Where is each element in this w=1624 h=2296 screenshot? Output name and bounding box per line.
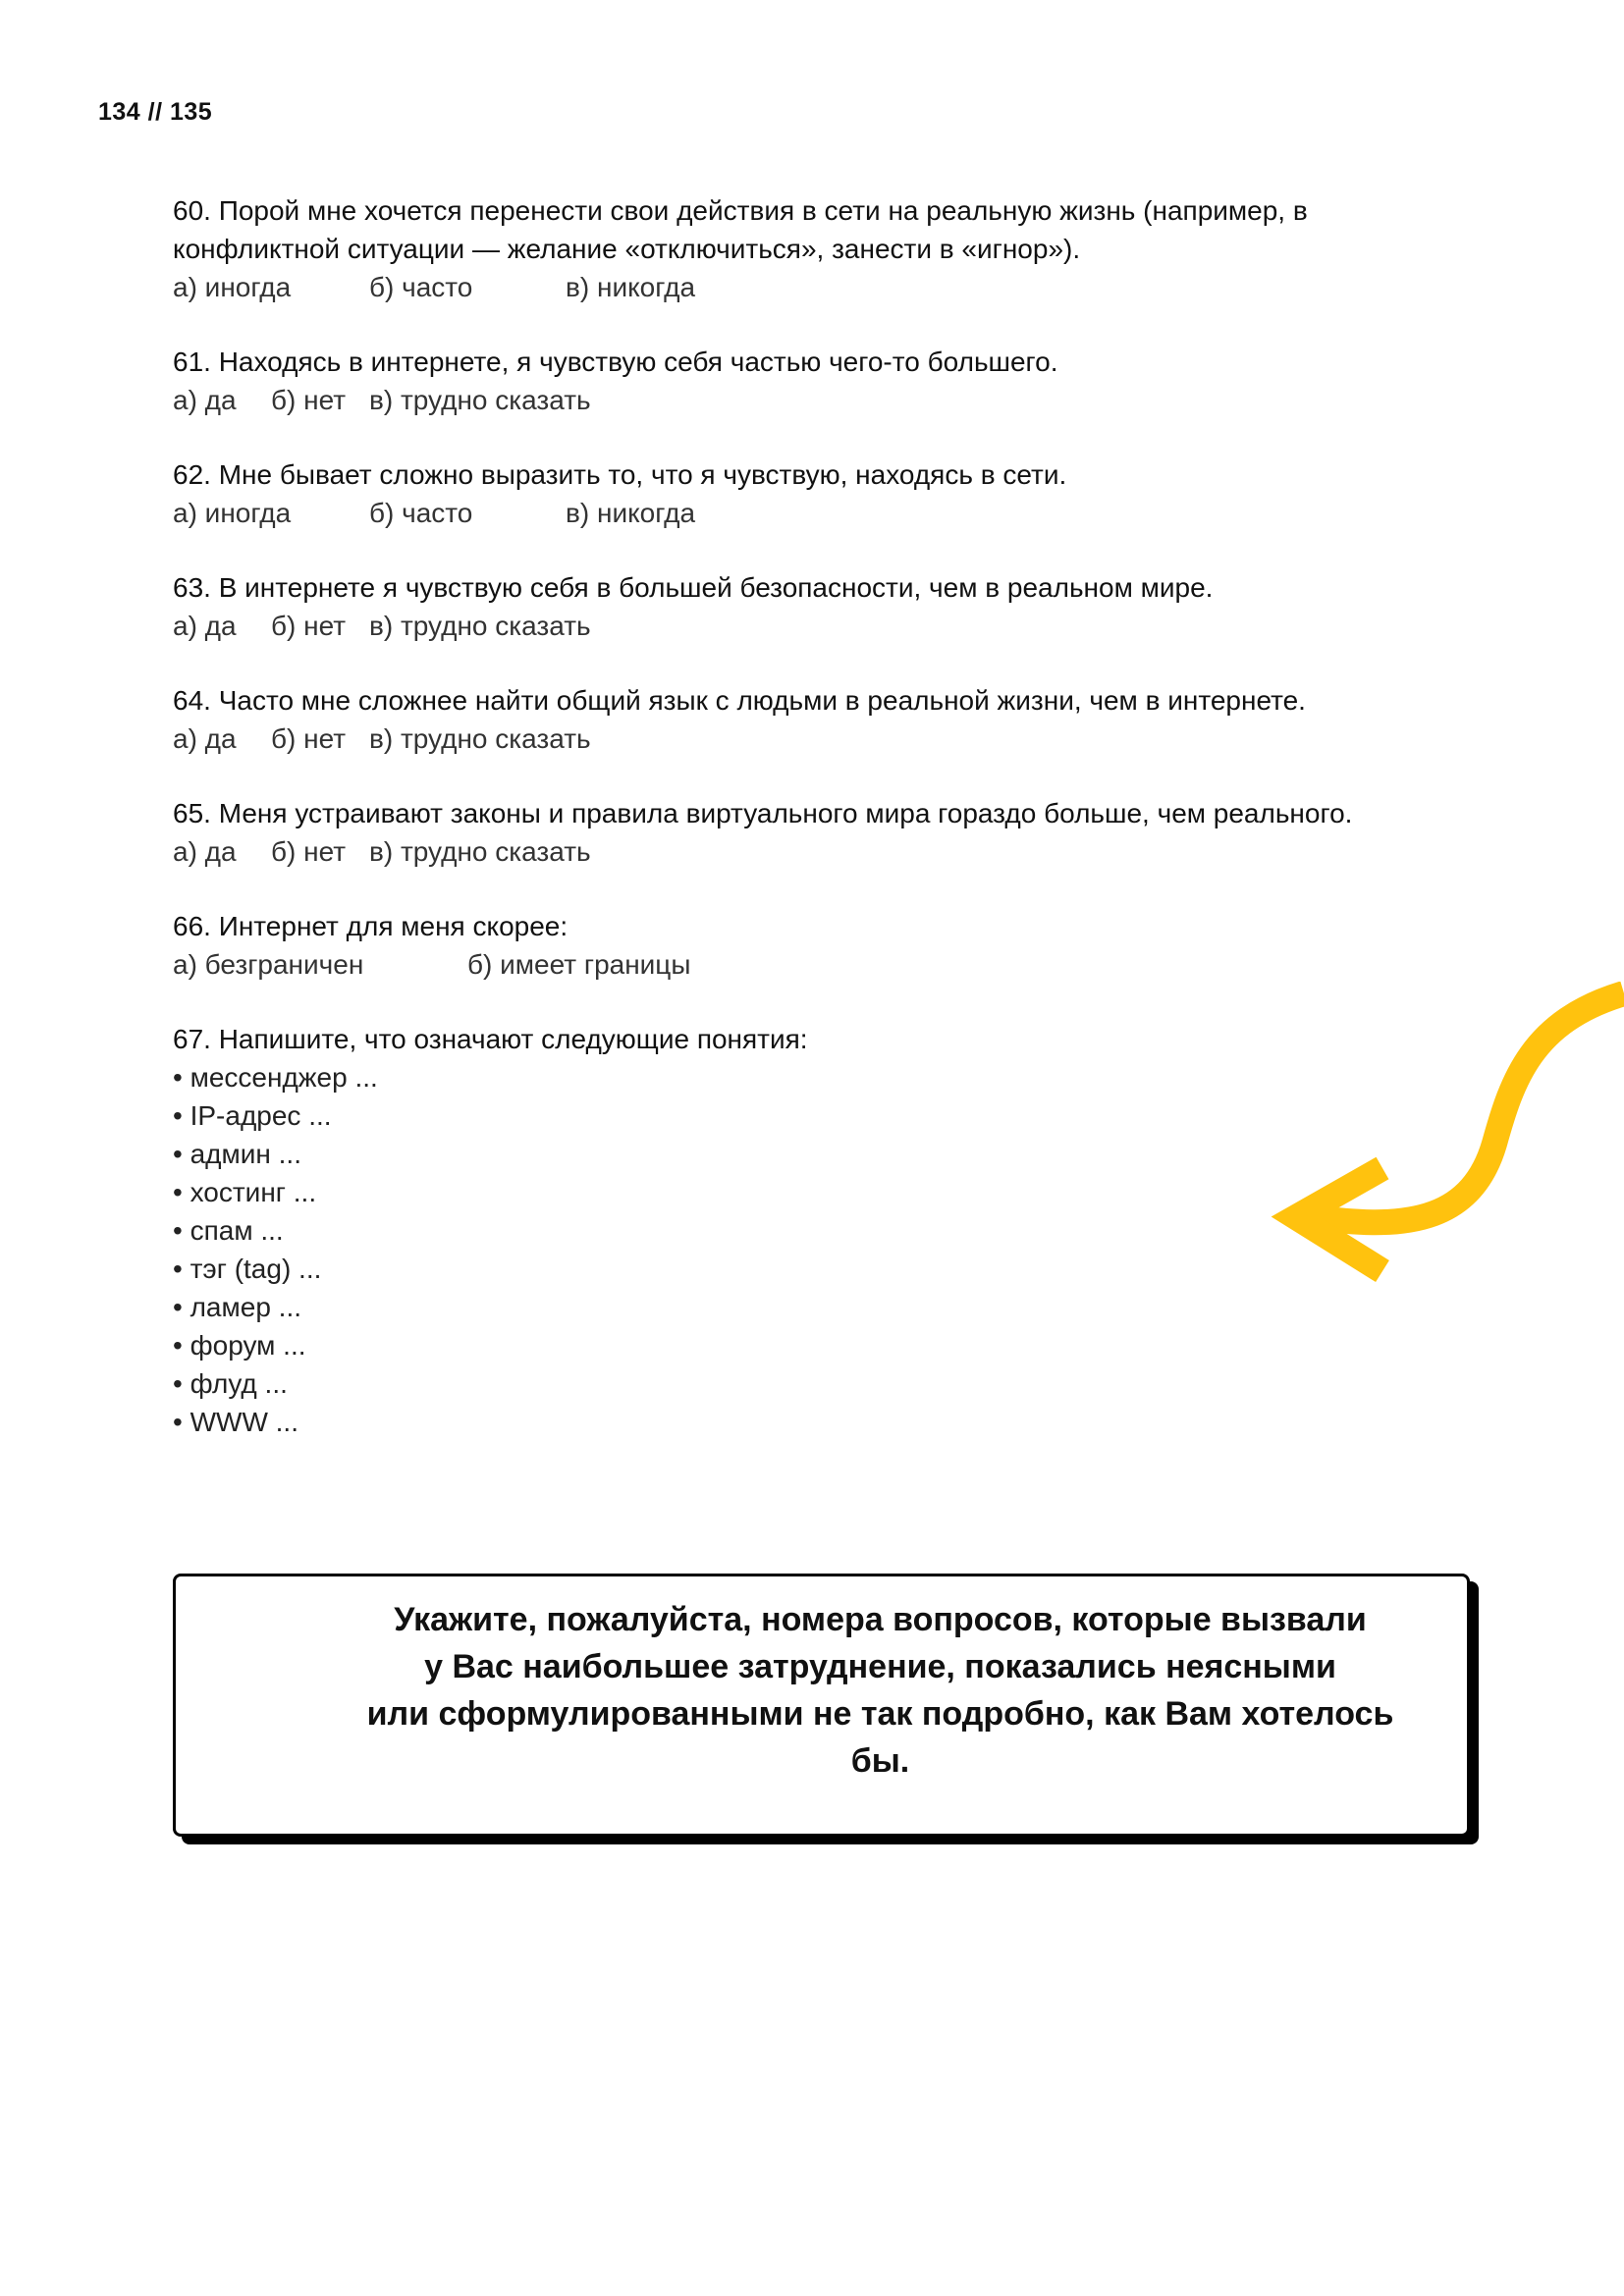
- option: б) часто: [369, 498, 473, 528]
- option: б) имеет границы: [467, 949, 691, 980]
- feedback-note: [173, 1574, 1470, 1837]
- question-title: 60. Порой мне хочется перенести свои действия в сети на реальную жизнь (например, в конфликтной ситуации — желание «отключиться», занести в «игнор»).: [173, 195, 1308, 264]
- option: б) нет: [271, 723, 347, 754]
- list-item: • ламер ...: [173, 1288, 1449, 1326]
- question-title: 63. В интернете я чувствую себя в большей безопасности, чем в реальном мире.: [173, 572, 1214, 603]
- question-options: [173, 607, 1449, 645]
- question-options: [173, 720, 1449, 758]
- question-65: [173, 794, 1449, 871]
- note-text: [341, 1596, 1421, 1785]
- question-title: 66. Интернет для меня скорее:: [173, 911, 568, 941]
- list-item: • IP-адрес ...: [173, 1096, 1449, 1135]
- question-options: [173, 945, 1449, 984]
- option: а) иногда: [173, 498, 292, 528]
- list-item: • спам ...: [173, 1211, 1449, 1250]
- question-title: 64. Часто мне сложнее найти общий язык с людьми в реальной жизни, чем в интернете.: [173, 685, 1306, 716]
- note-line: или сформулированными не так подробно, как Вам хотелось бы.: [366, 1695, 1394, 1780]
- option: б) часто: [369, 272, 473, 302]
- option: б) нет: [271, 385, 347, 415]
- note-line: Укажите, пожалуйста, номера вопросов, которые вызвали: [394, 1601, 1367, 1638]
- option: в) никогда: [566, 498, 696, 528]
- option: в) никогда: [566, 272, 696, 302]
- list-item: • админ ...: [173, 1135, 1449, 1173]
- question-options: [173, 832, 1449, 871]
- terms-list: [173, 1058, 1449, 1441]
- option: в) трудно сказать: [369, 385, 591, 415]
- question-60: [173, 191, 1449, 306]
- question-67: [173, 1020, 1449, 1441]
- question-title: 67. Напишите, что означают следующие понятия:: [173, 1024, 808, 1054]
- list-item: • форум ...: [173, 1326, 1449, 1364]
- option: а) да: [173, 611, 237, 641]
- questionnaire: [173, 191, 1449, 1477]
- question-62: [173, 455, 1449, 532]
- question-61: [173, 343, 1449, 419]
- question-66: [173, 907, 1449, 984]
- question-title: 62. Мне бывает сложно выразить то, что я чувствую, находясь в сети.: [173, 459, 1067, 490]
- option: б) нет: [271, 611, 347, 641]
- note-line: у Вас наибольшее затруднение, показались неясными: [424, 1648, 1336, 1685]
- option: в) трудно сказать: [369, 836, 591, 867]
- question-options: [173, 494, 1449, 532]
- option: а) да: [173, 723, 237, 754]
- question-options: [173, 268, 1449, 306]
- option: б) нет: [271, 836, 347, 867]
- page-number: 134 // 135: [98, 98, 213, 126]
- question-64: [173, 681, 1449, 758]
- question-options: [173, 381, 1449, 419]
- option: а) безграничен: [173, 949, 364, 980]
- list-item: • WWW ...: [173, 1403, 1449, 1441]
- option: а) да: [173, 836, 237, 867]
- option: а) да: [173, 385, 237, 415]
- option: в) трудно сказать: [369, 723, 591, 754]
- option: а) иногда: [173, 272, 292, 302]
- list-item: • хостинг ...: [173, 1173, 1449, 1211]
- list-item: • тэг (tag) ...: [173, 1250, 1449, 1288]
- question-title: 61. Находясь в интернете, я чувствую себя частью чего-то большего.: [173, 347, 1058, 377]
- question-63: [173, 568, 1449, 645]
- list-item: • мессенджер ...: [173, 1058, 1449, 1096]
- question-title: 65. Меня устраивают законы и правила виртуального мира гораздо больше, чем реального.: [173, 798, 1353, 828]
- list-item: • флуд ...: [173, 1364, 1449, 1403]
- option: в) трудно сказать: [369, 611, 591, 641]
- curved-arrow-icon: [1267, 982, 1624, 1306]
